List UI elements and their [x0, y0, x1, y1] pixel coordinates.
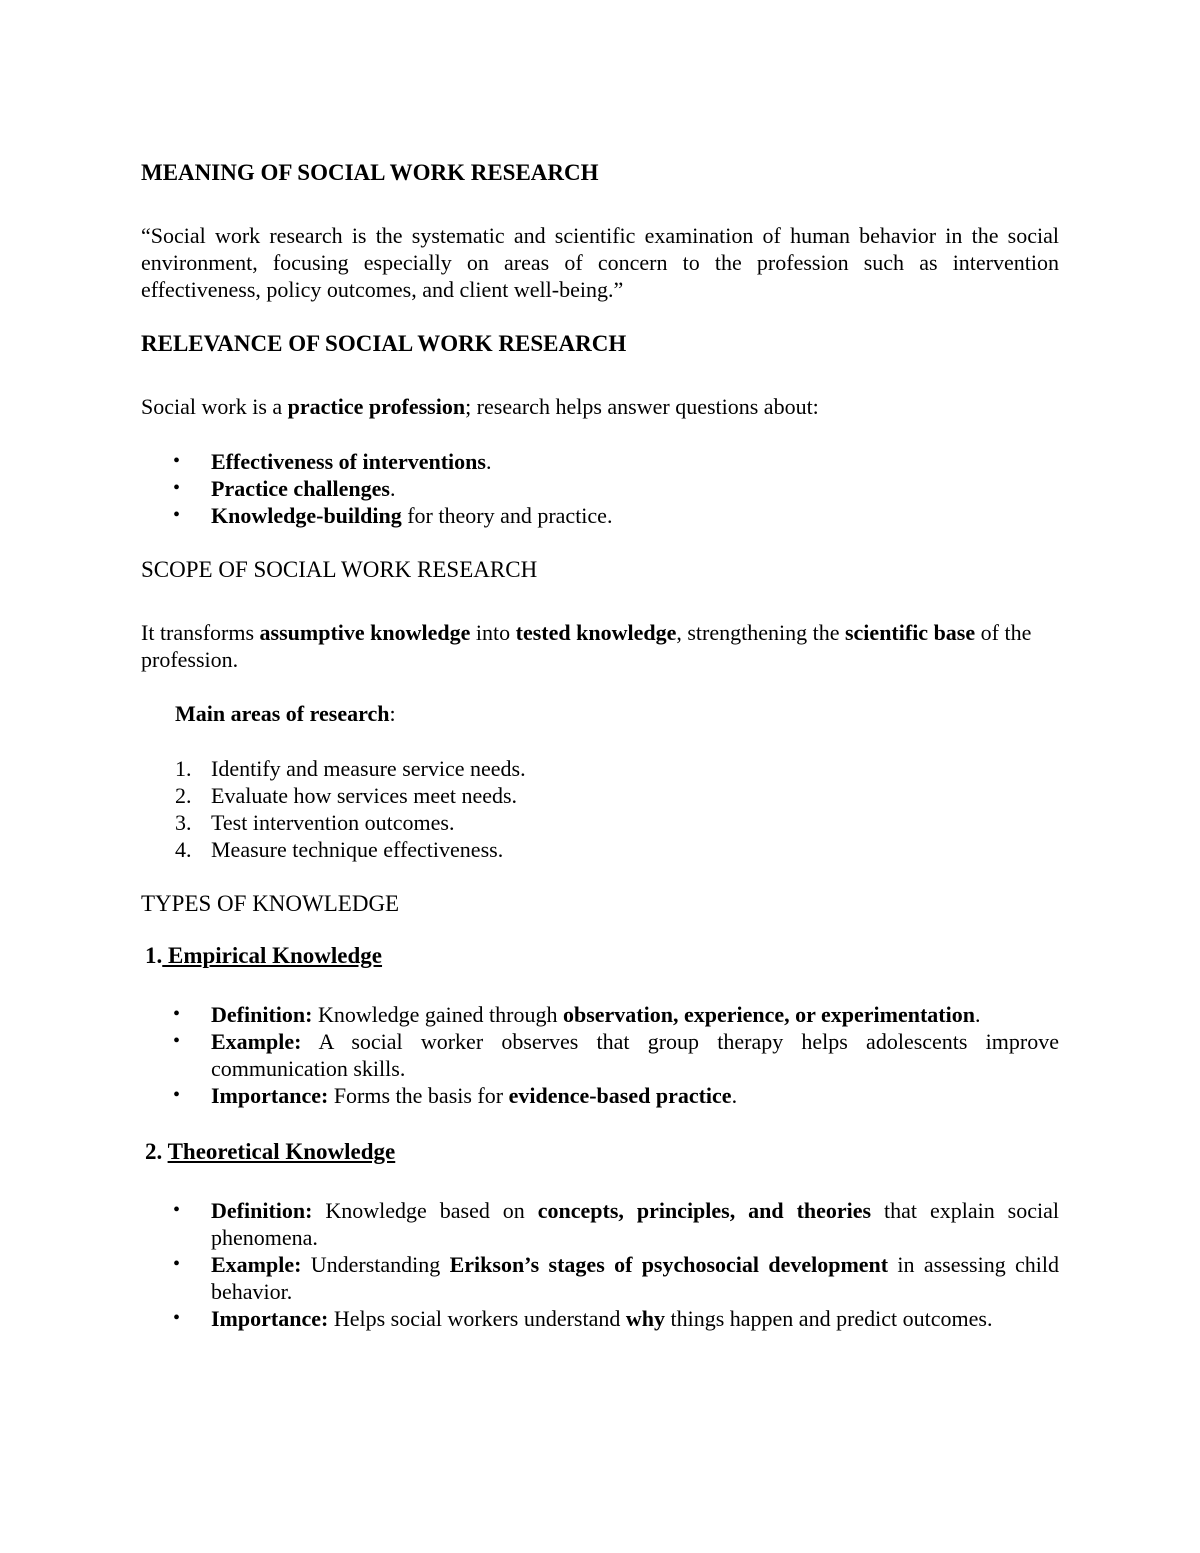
- list-number: 4.: [175, 837, 192, 862]
- scope-text: It transforms: [141, 620, 260, 645]
- document-page: [141, 158, 1059, 1332]
- list-item: [141, 836, 1059, 863]
- relevance-intro-rest: ; research helps answer questions about:: [465, 394, 819, 419]
- item-label: Definition:: [211, 1002, 313, 1027]
- bullet-bold: Knowledge-building: [211, 503, 402, 528]
- list-item: [141, 502, 1059, 529]
- areas-numbered-list: [141, 755, 1059, 863]
- section-title: Empirical Knowledge: [162, 943, 383, 968]
- item-text: things happen and predict outcomes.: [664, 1306, 993, 1331]
- scope-text: into: [470, 620, 516, 645]
- relevance-bullet-list: [141, 448, 1059, 529]
- areas-colon: :: [389, 701, 396, 726]
- scope-paragraph: [141, 619, 1059, 673]
- item-text: that explain social phenomena.: [211, 1198, 1059, 1250]
- bullet-icon: •: [173, 450, 181, 472]
- item-text: Helps social workers understand: [328, 1306, 626, 1331]
- scope-text: of the profession.: [141, 620, 1032, 672]
- list-number: 2.: [175, 783, 192, 808]
- scope-bold: tested knowledge: [515, 620, 677, 645]
- item-text: Forms the basis for: [328, 1083, 509, 1108]
- areas-label: [141, 700, 1059, 727]
- bullet-rest: .: [390, 476, 396, 501]
- scope-heading: SCOPE OF SOCIAL WORK RESEARCH: [141, 557, 538, 582]
- theoretical-bullet-list: [141, 1197, 1059, 1332]
- list-item: [141, 1305, 1059, 1332]
- item-bold: observation, experience, or experimentation: [562, 1002, 975, 1027]
- list-item: [141, 809, 1059, 836]
- list-number: 1.: [175, 756, 192, 781]
- item-label: Example:: [211, 1029, 302, 1054]
- list-item-text: Evaluate how services meet needs.: [211, 783, 518, 808]
- item-bold: concepts, principles, and theories: [537, 1198, 872, 1223]
- relevance-intro-bold: practice profession: [287, 394, 466, 419]
- item-label: Definition:: [211, 1198, 313, 1223]
- scope-text: , strengthening the: [676, 620, 845, 645]
- list-item-text: Identify and measure service needs.: [211, 756, 526, 781]
- list-item: [141, 1028, 1059, 1082]
- section-number: 2.: [145, 1139, 163, 1164]
- bullet-icon: •: [173, 1084, 181, 1106]
- scope-bold: scientific base: [844, 620, 976, 645]
- empirical-bullet-list: [141, 1001, 1059, 1109]
- list-item: [141, 475, 1059, 502]
- list-item-text: Test intervention outcomes.: [211, 810, 455, 835]
- bullet-rest: for theory and practice.: [401, 503, 613, 528]
- bullet-bold: Effectiveness of interventions: [211, 449, 486, 474]
- item-label: Importance:: [211, 1083, 329, 1108]
- section-title: Theoretical Knowledge: [167, 1139, 396, 1164]
- relevance-intro-text: Social work is a: [141, 394, 288, 419]
- bullet-icon: •: [173, 1003, 181, 1025]
- bullet-icon: •: [173, 504, 181, 526]
- section-number: 1.: [145, 943, 163, 968]
- scope-bold: assumptive knowledge: [259, 620, 471, 645]
- list-item: [141, 1251, 1059, 1305]
- bullet-bold: Practice challenges: [211, 476, 390, 501]
- list-number: 3.: [175, 810, 192, 835]
- meaning-heading: MEANING OF SOCIAL WORK RESEARCH: [141, 160, 599, 185]
- bullet-icon: •: [173, 1030, 181, 1052]
- bullet-icon: •: [173, 1199, 181, 1221]
- bullet-icon: •: [173, 1253, 181, 1275]
- item-text: Knowledge gained through: [312, 1002, 563, 1027]
- types-heading: TYPES OF KNOWLEDGE: [141, 891, 400, 916]
- item-text: A social worker observes that group therapy helps adolescents improve communication skills.: [211, 1029, 1059, 1081]
- item-label: Example:: [211, 1252, 302, 1277]
- list-item: [141, 448, 1059, 475]
- list-item: [141, 1001, 1059, 1028]
- item-text: .: [731, 1083, 738, 1108]
- item-label: Importance:: [211, 1306, 329, 1331]
- item-bold: Erikson’s stages of psychosocial development: [449, 1252, 889, 1277]
- item-text: in assessing child behavior.: [211, 1252, 1059, 1304]
- areas-label-text: Main areas of research: [175, 701, 390, 726]
- list-item: [141, 755, 1059, 782]
- meaning-quote: “Social work research is the systematic and scientific examination of human behavior in the social environment, focusing especially on areas of concern to the profession such as intervention effectiveness, policy outcomes, and client well-being.”: [141, 223, 1059, 302]
- bullet-icon: •: [173, 1307, 181, 1329]
- item-text: .: [974, 1002, 981, 1027]
- item-bold: why: [625, 1306, 665, 1331]
- list-item: [141, 782, 1059, 809]
- item-text: Knowledge based on: [312, 1198, 538, 1223]
- item-text: Understanding: [301, 1252, 450, 1277]
- list-item: [141, 1197, 1059, 1251]
- theoretical-heading: [141, 1137, 1059, 1167]
- bullet-icon: •: [173, 477, 181, 499]
- list-item-text: Measure technique effectiveness.: [211, 837, 504, 862]
- item-bold: evidence-based practice: [508, 1083, 732, 1108]
- empirical-heading: [141, 941, 1059, 971]
- relevance-heading: RELEVANCE OF SOCIAL WORK RESEARCH: [141, 331, 627, 356]
- list-item: [141, 1082, 1059, 1109]
- bullet-rest: .: [485, 449, 492, 474]
- relevance-intro: [141, 393, 1059, 420]
